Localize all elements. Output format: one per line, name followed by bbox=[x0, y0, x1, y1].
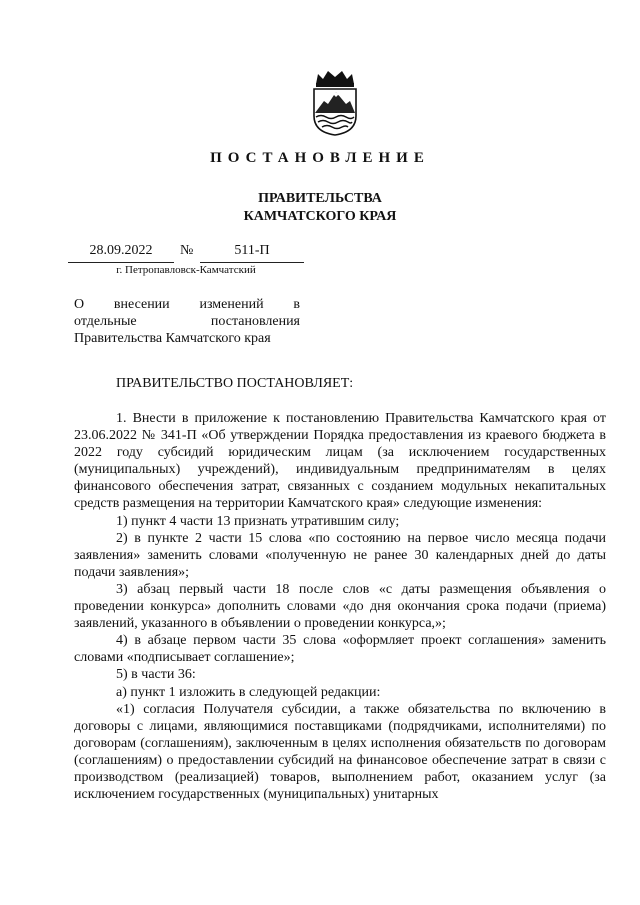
paragraph: 1. Внести в приложение к постановлению Правительства Камчатского края от 23.06.2022 № 341-П «Об утверждении Порядка предоставления из краевого бюджета в 2022 году субсидий юридическим лицам (за исключением государственных (муниципальных) учреждений), индивидуальным предпринимателям в целях финансового обеспечения затрат, связанных с созданием модульных некапитальных средств размещения на территории Камчатского края» следующие изменения: bbox=[74, 411, 606, 512]
issuer-line-1: ПРАВИТЕЛЬСТВА bbox=[258, 191, 382, 206]
paragraph: а) пункт 1 изложить в следующей редакции: bbox=[116, 684, 381, 700]
paragraph: 5) в части 36: bbox=[116, 667, 196, 683]
issuer-line-2: КАМЧАТСКОГО КРАЯ bbox=[243, 209, 397, 224]
subject-line: О внесении изменений в bbox=[74, 297, 300, 312]
paragraph: «1) согласия Получателя субсидии, а также обязательства по включению в договоры с лицами, являющимися поставщиками (подрядчиками, исполнителями) по договорам (соглашениям), заключенным в целях исполнения обязательств по договорам (соглашениям) о предоставлении субсидий на финансовое обеспечение затрат в связи с производством (реализацией) товаров, выполнением работ, оказанием услуг (за исключением государственных (муниципальных) унитарных bbox=[74, 701, 606, 803]
paragraph: 1) пункт 4 части 13 признать утратившим силу; bbox=[116, 513, 400, 529]
document-number: 511-П bbox=[234, 243, 270, 258]
issuer-block bbox=[0, 190, 640, 226]
number-sign: № bbox=[180, 243, 194, 258]
kamchatka-coat-of-arms-icon bbox=[312, 68, 358, 136]
paragraph: 4) в абзаце первом части 35 слова «оформляет проект соглашения» заменить словами «подписывает соглашение»; bbox=[74, 633, 606, 666]
paragraph: 3) абзац первый части 18 после слов «с даты размещения объявления о проведении конкурса» дополнить словами «до дня окончания срока подачи (приема) заявлений, указанного в объявлении о проведении конкурса,»; bbox=[74, 581, 606, 632]
document-subject bbox=[74, 296, 300, 347]
number-underline bbox=[200, 262, 304, 263]
document-body bbox=[74, 410, 606, 803]
date-underline bbox=[68, 262, 174, 263]
decree-formula: ПРАВИТЕЛЬСТВО ПОСТАНОВЛЯЕТ: bbox=[116, 376, 354, 391]
document-date: 28.09.2022 bbox=[89, 243, 153, 258]
subject-line: отдельные постановления bbox=[74, 314, 300, 329]
document-type-title: ПОСТАНОВЛЕНИЕ bbox=[210, 150, 430, 166]
city-line: г. Петропавловск-Камчатский bbox=[116, 264, 256, 276]
paragraph: 2) в пункте 2 части 15 слова «по состоянию на первое число месяца подачи заявления» заменить словами «полученную не ранее 30 календарных дней до даты подачи заявления»; bbox=[74, 530, 606, 580]
subject-line: Правительства Камчатского края bbox=[74, 331, 271, 346]
